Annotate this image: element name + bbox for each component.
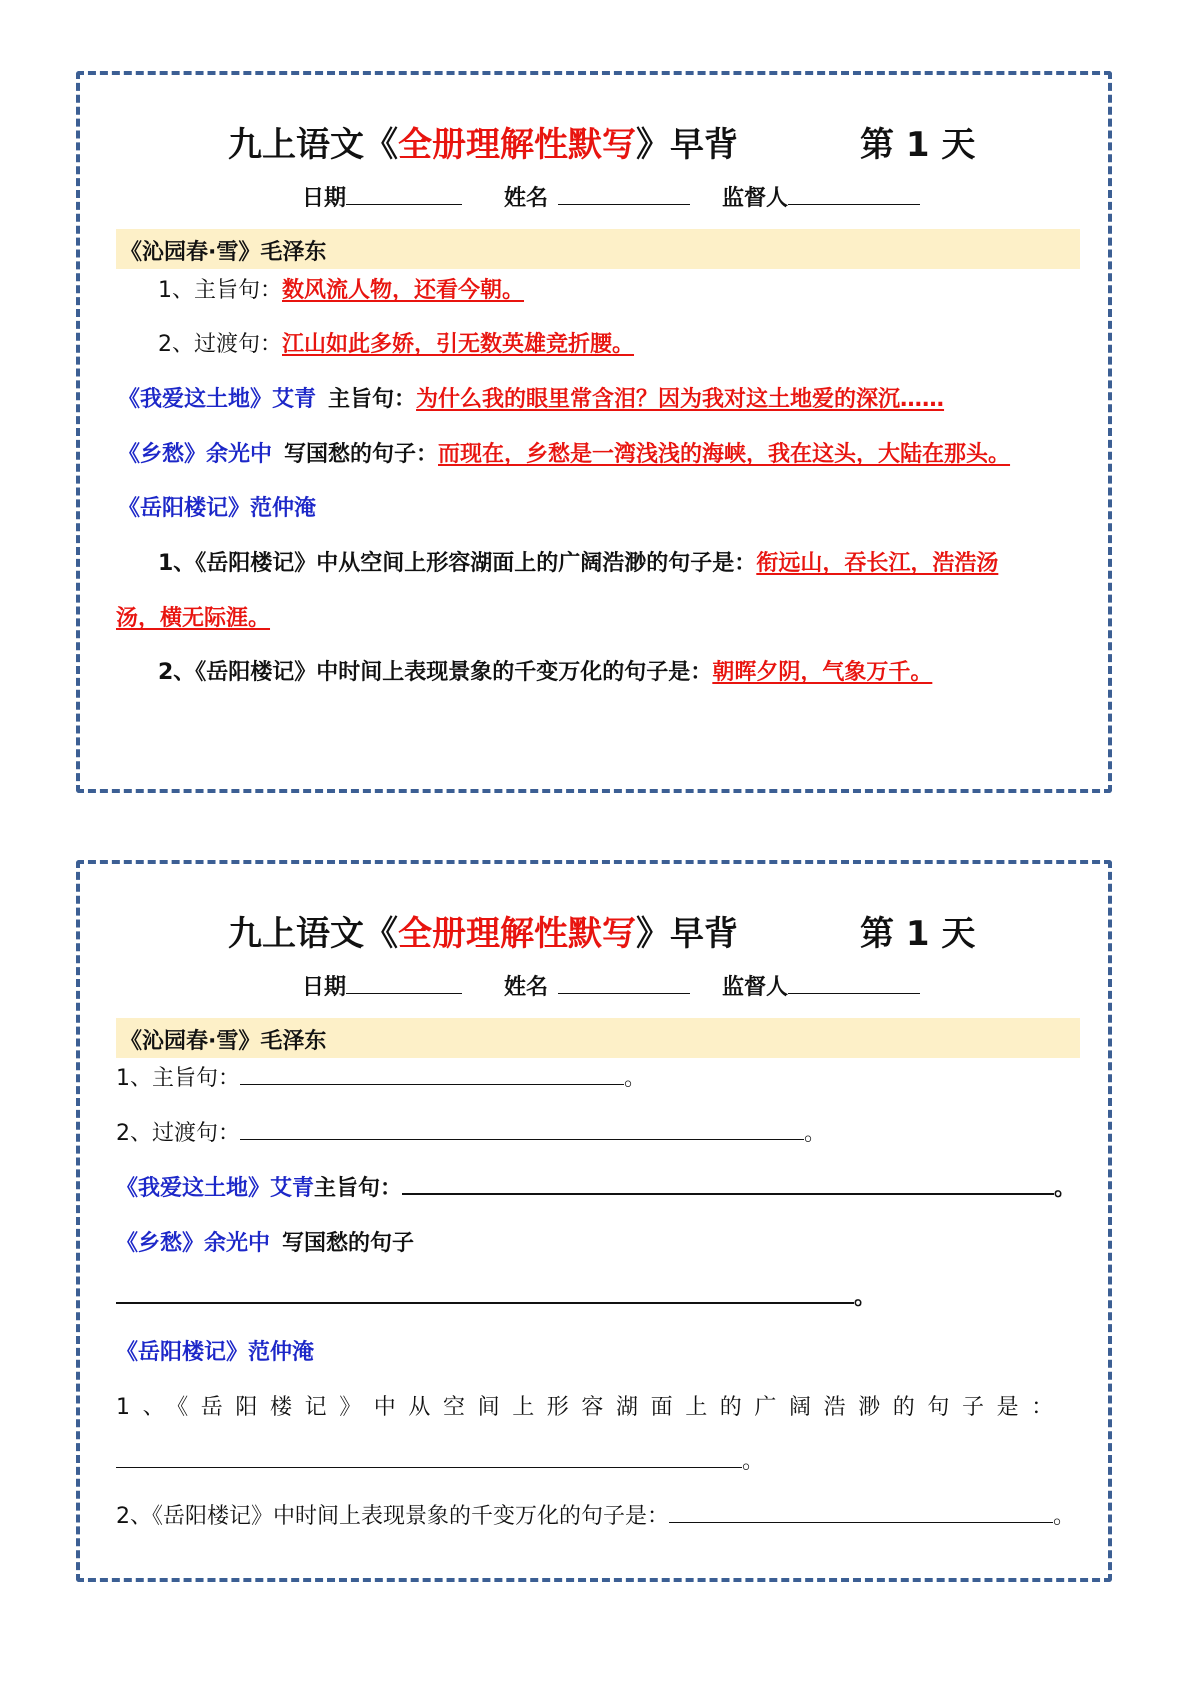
woai-row: 《我爱这土地》艾青 主旨句：为什么我的眼里常含泪？因为我对这土地爱的深沉…… — [118, 387, 945, 412]
section-heading-woai: 《我爱这土地》艾青 — [118, 387, 317, 412]
answer-blank[interactable] — [240, 1064, 624, 1085]
title-main: 九上语文《全册理解性默写》早背 — [228, 914, 738, 954]
title-red-part: 全册理解性默写 — [398, 125, 636, 165]
date-blank[interactable] — [346, 182, 462, 205]
qinyuanchun-q1: 1、主旨句：数风流人物，还看今朝。 — [158, 278, 525, 303]
title-day: 第 1 天 — [860, 125, 976, 165]
section-heading-xiangchou: 《乡愁》余光中 — [116, 1231, 271, 1256]
answer-blank[interactable] — [116, 1447, 742, 1468]
qinyuanchun-q2: 2、过渡句：江山如此多娇，引无数英雄竞折腰。 — [158, 332, 635, 357]
title-day: 第 1 天 — [860, 914, 976, 954]
yueyang-q1: 1、《岳阳楼记》中从空间上形容湖面上的广阔浩渺的句子是：衔远山，吞长江，浩浩汤 — [158, 551, 999, 576]
answer-text: 衔远山，吞长江，浩浩汤 — [756, 551, 999, 576]
info-name: 姓名 — [504, 181, 690, 212]
answer-blank[interactable] — [402, 1173, 1054, 1195]
yueyang-q1-continued: 汤，横无际涯。 — [116, 606, 271, 631]
info-date: 日期 — [302, 181, 462, 212]
section-heading-xiangchou: 《乡愁》余光中 — [118, 442, 273, 467]
section-heading-qinyuanchun: 《沁园春·雪》毛泽东 — [120, 240, 327, 265]
yueyang-q2-blank: 2、《岳阳楼记》中时间上表现景象的千变万化的句子是： 。 — [116, 1504, 1076, 1529]
answer-blank[interactable] — [669, 1502, 1053, 1523]
name-blank[interactable] — [558, 182, 690, 205]
info-supervisor: 监督人 — [722, 970, 920, 1001]
xiangchou-answer-blank: 。 — [116, 1280, 876, 1311]
section-heading-woai: 《我爱这土地》艾青 — [116, 1176, 315, 1201]
answer-text: 而现在，乡愁是一湾浅浅的海峡，我在这头，大陆在那头。 — [438, 442, 1011, 467]
xiangchou-row: 《乡愁》余光中 写国愁的句子：而现在，乡愁是一湾浅浅的海峡，我在这头，大陆在那头。 — [118, 442, 1011, 467]
info-supervisor: 监督人 — [722, 181, 920, 212]
supervisor-blank[interactable] — [788, 971, 920, 994]
section-heading-qinyuanchun: 《沁园春·雪》毛泽东 — [120, 1029, 327, 1054]
answer-text: 为什么我的眼里常含泪？因为我对这土地爱的深沉…… — [416, 387, 945, 412]
section-heading-yueyang: 《岳阳楼记》范仲淹 — [116, 1340, 315, 1365]
xiangchou-row-blank: 《乡愁》余光中 写国愁的句子 — [116, 1231, 415, 1256]
answer-blank[interactable] — [116, 1282, 854, 1304]
yueyang-q1-blank-label: 1、《岳阳楼记》中从空间上形容湖面上的广阔浩渺的句子是： — [116, 1395, 1066, 1420]
date-blank[interactable] — [346, 971, 462, 994]
answer-text: 数风流人物，还看今朝。 — [282, 278, 525, 303]
title-main: 九上语文《全册理解性默写》早背 — [228, 125, 738, 165]
name-blank[interactable] — [558, 971, 690, 994]
answer-card — [76, 71, 1112, 793]
title-red-part: 全册理解性默写 — [398, 914, 636, 954]
yueyang-q2: 2、《岳阳楼记》中时间上表现景象的千变万化的句子是：朝晖夕阴，气象万千。 — [158, 660, 933, 685]
blank-card — [76, 860, 1112, 1582]
yueyang-q1-answer-blank: 。 — [116, 1444, 764, 1475]
section-heading-yueyang: 《岳阳楼记》范仲淹 — [118, 496, 317, 521]
info-date: 日期 — [302, 970, 462, 1001]
supervisor-blank[interactable] — [788, 182, 920, 205]
woai-row-blank: 《我爱这土地》艾青主旨句： 。 — [116, 1171, 1076, 1202]
answer-text: 朝晖夕阴，气象万千。 — [712, 660, 933, 685]
qinyuanchun-q1-blank: 1、主旨句： 。 — [116, 1066, 647, 1091]
qinyuanchun-q2-blank: 2、过渡句： 。 — [116, 1121, 827, 1146]
answer-text: 江山如此多娇，引无数英雄竞折腰。 — [282, 332, 635, 357]
answer-blank[interactable] — [240, 1119, 804, 1140]
info-name: 姓名 — [504, 970, 690, 1001]
